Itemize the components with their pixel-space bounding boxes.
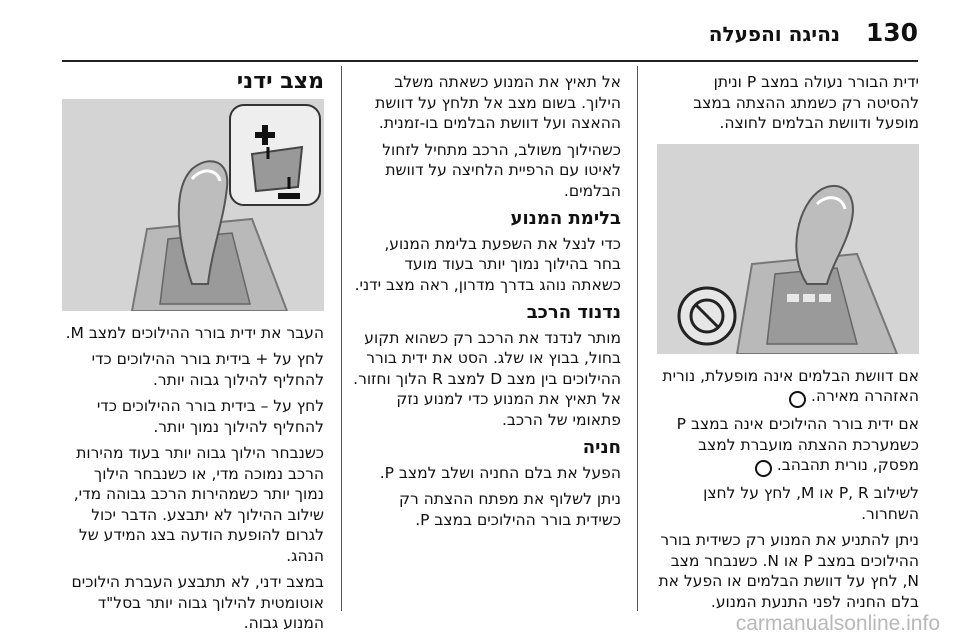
paragraph: ידית הבורר נעולה במצב P וניתן להסיטה רק כשמתג ההצתה במצב מופעל ודוושת הבלמים לחוצה. xyxy=(693,73,919,132)
section-heading-parking: חניה xyxy=(582,437,621,458)
paragraph: לשילוב P, R או M, לחץ על לחצן השחרור. xyxy=(703,484,919,523)
section-heading-rocking: נדנוד הרכב xyxy=(526,302,621,323)
paragraph: ניתן לשלוף את מפתח ההצתה רק כשידית בורר ההילוכים במצב P. xyxy=(398,490,621,529)
gear-selector-illustration xyxy=(657,144,919,354)
brake-warning-icon xyxy=(789,391,806,408)
chapter-title: נהיגה והפעלה xyxy=(708,22,840,46)
manual-mode-figure xyxy=(62,99,324,311)
watermark: carmanualsonline.info xyxy=(735,612,940,635)
brake-warning-icon xyxy=(755,460,772,477)
paragraph: מותר לנדנד את הרכב רק כשהוא תקוע בחול, בבוץ או שלג. הסט את ידית בורר ההילוכים בין מצב D למצב R הלוך וחזור. אל תאיץ את המנוע כדי למנוע נזק פתאומי של הרכב. xyxy=(353,328,621,429)
column-divider-left xyxy=(341,66,342,611)
right-column xyxy=(657,72,919,618)
header-rule xyxy=(62,60,918,62)
paragraph: כשהילוך משולב, הרכב מתחיל לזחול לאיטו עם הרפיית הלחיצה על דוושת הבלמים. xyxy=(382,140,621,200)
section-title-manual-mode: מצב ידני xyxy=(236,69,324,94)
gear-selector-figure xyxy=(657,144,919,354)
paragraph: כשנבחר הילוך גבוה יותר בעוד מהירות הרכב נמוכה מדי, או כשנבחר הילוך נמוך יותר כשמהירות הרכב גבוהה מדי, שילוב ההילוך לא יתבצע. הדבר יכול לגרום להופעת הודעה בצג המידע של הנהג. xyxy=(73,444,324,565)
manual-mode-illustration xyxy=(62,99,324,311)
paragraph: לחץ על – בידית בורר ההילוכים כדי להחליף להילוך נמוך יותר. xyxy=(96,397,324,436)
paragraph: העבר את ידית בורר ההילוכים למצב M. xyxy=(65,323,324,342)
paragraph-blink: אם ידית בורר ההילוכים אינה במצב P כשמערכת ההצתה מועברת למצב מפסק, נורית תהבהב. xyxy=(657,414,919,477)
section-heading-engine-brake: בלימת המנוע xyxy=(510,208,621,229)
page-header xyxy=(0,14,960,54)
paragraph: ניתן להתניע את המנוע רק כשידית בורר ההילוכים במצב P או N. כשנבחר מצב N, לחץ על דוושת הבלמים או הפעל את בלם החניה לפני התנעת המנוע. xyxy=(658,531,919,611)
page-number: 130 xyxy=(865,18,918,47)
paragraph: הפעל את בלם החניה ושלב למצב P. xyxy=(379,463,621,482)
paragraph: אל תאיץ את המנוע כשאתה משלב הילוך. בשום מצב אל תלחץ על דוושת ההאצה ועל דוושת הבלמים בו-זמנית. xyxy=(375,73,621,132)
left-column xyxy=(62,69,324,640)
paragraph: לחץ על + בידית בורר ההילוכים כדי להחליף להילוך גבוה יותר. xyxy=(91,350,324,389)
paragraph: במצב ידני, לא תתבצע העברת הילוכים אוטומטית להילוך גבוה יותר בסל"ד המנוע גבוה. xyxy=(71,573,324,632)
paragraph-warning-light: אם דוושת הבלמים אינה מופעלת, נורית האזהרה מאירה. xyxy=(657,366,919,409)
paragraph: כדי לנצל את השפעת בלימת המנוע, בחר בהילוך נמוך יותר בעוד מועד כשאתה נוהג בדרך מדרון, ראה מצב ידני. xyxy=(354,234,621,294)
middle-column xyxy=(353,72,621,536)
column-divider-right xyxy=(637,66,638,611)
